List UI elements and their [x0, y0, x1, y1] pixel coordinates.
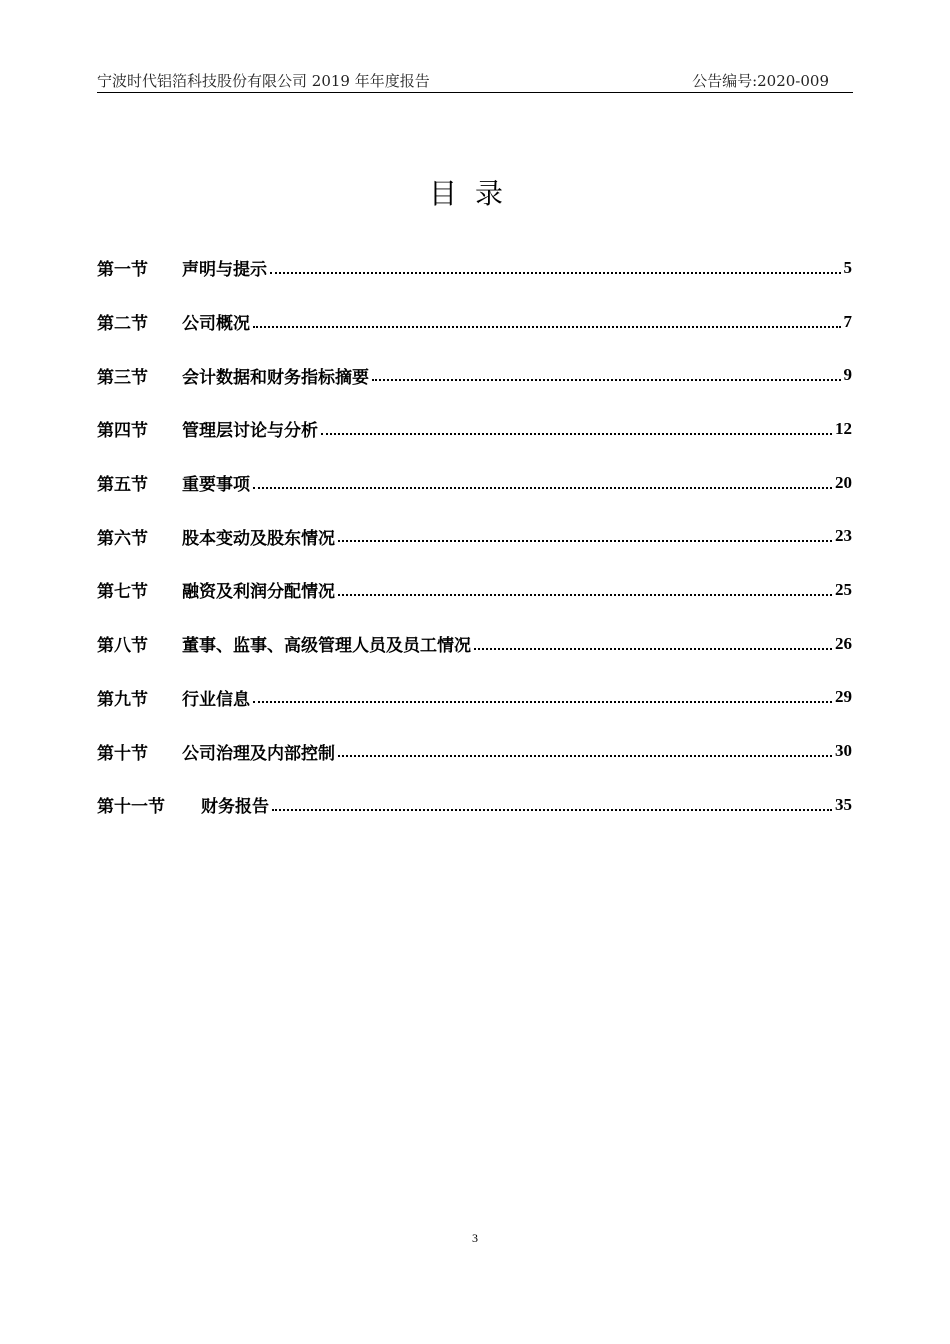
toc-section-label: 股本变动及股东情况	[182, 528, 335, 549]
toc-section-number: 第三节	[97, 367, 148, 388]
toc-section-number: 第七节	[97, 582, 148, 603]
toc-section-label: 公司治理及内部控制	[182, 743, 335, 764]
toc-page-number: 9	[843, 365, 852, 385]
toc-section-label: 声明与提示	[182, 260, 267, 281]
toc-dot-leader	[474, 648, 832, 650]
toc-entry-11[interactable]	[97, 778, 852, 832]
toc-entry-3[interactable]	[97, 348, 852, 402]
toc-entry-6[interactable]	[97, 509, 852, 563]
toc-section-number: 第十一节	[97, 797, 165, 818]
toc-page-number: 35	[835, 794, 852, 814]
table-of-contents	[97, 241, 852, 832]
header-company-report: 宁波时代铝箔科技股份有限公司 2019 年年度报告	[97, 72, 430, 90]
toc-page-number: 30	[835, 741, 852, 761]
toc-section-label: 重要事项	[182, 475, 250, 496]
toc-section-number: 第五节	[97, 475, 148, 496]
page-number: 3	[472, 1231, 478, 1245]
toc-page-number: 20	[835, 472, 852, 492]
toc-page-number: 29	[835, 687, 852, 707]
toc-dot-leader	[372, 379, 841, 381]
header-announcement-number: 公告编号:2020-009	[692, 72, 829, 90]
toc-section-label: 会计数据和财务指标摘要	[182, 367, 369, 388]
toc-page-number: 5	[843, 257, 852, 277]
toc-dot-leader	[253, 701, 832, 703]
toc-entry-5[interactable]	[97, 456, 852, 510]
toc-dot-leader	[253, 326, 841, 328]
toc-section-label: 行业信息	[182, 689, 250, 710]
toc-entry-9[interactable]	[97, 671, 852, 725]
toc-entry-7[interactable]	[97, 563, 852, 617]
toc-section-number: 第九节	[97, 689, 148, 710]
toc-dot-leader	[270, 272, 841, 274]
toc-page-number: 23	[835, 526, 852, 546]
toc-entry-10[interactable]	[97, 724, 852, 778]
toc-section-number: 第八节	[97, 636, 148, 657]
toc-section-number: 第四节	[97, 421, 148, 442]
toc-dot-leader	[272, 809, 832, 811]
toc-dot-leader	[321, 433, 832, 435]
toc-dot-leader	[338, 755, 832, 757]
toc-dot-leader	[338, 540, 832, 542]
toc-section-number: 第六节	[97, 528, 148, 549]
toc-entry-1[interactable]	[97, 241, 852, 295]
toc-page-number: 7	[843, 311, 852, 331]
toc-dot-leader	[338, 594, 832, 596]
toc-entry-2[interactable]	[97, 295, 852, 349]
toc-section-number: 第二节	[97, 314, 148, 335]
toc-title: 目录	[428, 177, 521, 210]
toc-section-label: 管理层讨论与分析	[182, 421, 318, 442]
toc-section-number: 第十节	[97, 743, 148, 764]
toc-dot-leader	[253, 487, 832, 489]
toc-section-label: 财务报告	[201, 797, 269, 818]
toc-section-number: 第一节	[97, 260, 148, 281]
toc-section-label: 融资及利润分配情况	[182, 582, 335, 603]
toc-entry-4[interactable]	[97, 402, 852, 456]
toc-page-number: 25	[835, 579, 852, 599]
page-header	[97, 68, 853, 93]
toc-page-number: 12	[835, 418, 852, 438]
toc-entry-8[interactable]	[97, 617, 852, 671]
toc-section-label: 公司概况	[182, 314, 250, 335]
toc-page-number: 26	[835, 633, 852, 653]
toc-section-label: 董事、监事、高级管理人员及员工情况	[182, 636, 471, 657]
